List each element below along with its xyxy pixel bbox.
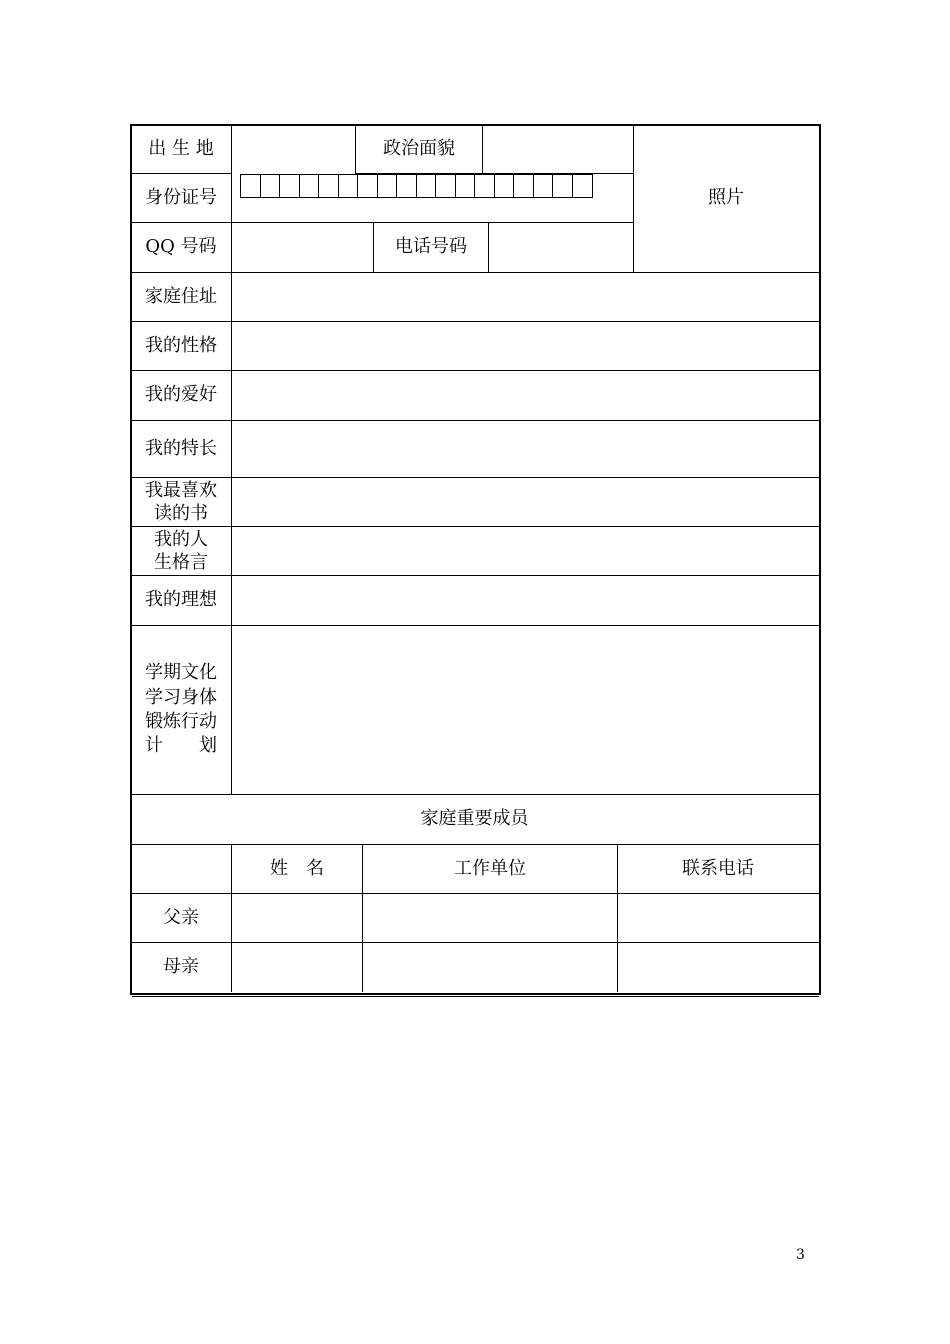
father-employer-field[interactable] [363, 894, 617, 942]
family-header-phone: 联系电话 [682, 857, 754, 879]
ideal-field[interactable] [232, 576, 818, 625]
qq-label: QQ 号码 [145, 236, 217, 258]
id-digit-box[interactable] [280, 175, 300, 197]
personality-field[interactable] [232, 322, 818, 370]
family-header-employer: 工作单位 [454, 857, 526, 879]
id-digit-box[interactable] [495, 175, 515, 197]
id-digit-box[interactable] [514, 175, 534, 197]
favorite-book-label: 我最喜欢 读的书 [145, 479, 217, 524]
father-label: 父亲 [163, 906, 199, 928]
mother-phone-field[interactable] [618, 943, 818, 992]
specialty-field[interactable] [232, 421, 818, 477]
id-digit-box[interactable] [456, 175, 476, 197]
hobbies-field[interactable] [232, 371, 818, 420]
id-digit-box[interactable] [241, 175, 261, 197]
life-motto-field[interactable] [232, 527, 818, 575]
phone-label: 电话号码 [395, 236, 467, 258]
photo-box: 照片 [708, 187, 744, 209]
id-digit-box[interactable] [553, 175, 573, 197]
id-digit-box[interactable] [319, 175, 339, 197]
study-plan-field[interactable] [232, 626, 818, 794]
personality-label: 我的性格 [145, 334, 217, 356]
family-header-blank [131, 845, 231, 893]
id-digit-box[interactable] [534, 175, 554, 197]
mother-name-field[interactable] [232, 943, 362, 992]
id-digit-box[interactable] [397, 175, 417, 197]
id-digit-box[interactable] [378, 175, 398, 197]
life-motto-label: 我的人 生格言 [154, 528, 208, 573]
id-digit-box[interactable] [358, 175, 378, 197]
birthplace-field[interactable] [232, 125, 355, 173]
id-digit-box[interactable] [436, 175, 456, 197]
hobbies-label: 我的爱好 [145, 384, 217, 406]
id-digit-box[interactable] [339, 175, 359, 197]
favorite-book-field[interactable] [232, 478, 818, 526]
father-name-field[interactable] [232, 894, 362, 942]
family-header-name: 姓 名 [270, 857, 324, 879]
phone-field[interactable] [489, 223, 633, 272]
id-number-boxes[interactable] [240, 174, 593, 198]
political-status-field[interactable] [483, 125, 633, 173]
study-plan-label: 学期文化 学习身体 锻炼行动 计 划 [145, 662, 217, 757]
specialty-label: 我的特长 [145, 437, 217, 459]
ideal-label: 我的理想 [145, 589, 217, 611]
id-digit-box[interactable] [417, 175, 437, 197]
id-number-label: 身份证号 [145, 186, 217, 208]
family-members-title: 家庭重要成员 [420, 808, 529, 830]
home-address-label: 家庭住址 [145, 285, 217, 307]
id-digit-box[interactable] [573, 175, 593, 197]
qq-field[interactable] [232, 223, 373, 272]
mother-label: 母亲 [163, 956, 199, 978]
id-digit-box[interactable] [261, 175, 281, 197]
birthplace-label: 出 生 地 [148, 137, 214, 159]
home-address-field[interactable] [232, 273, 818, 321]
political-status-label: 政治面貌 [383, 137, 455, 159]
id-digit-box[interactable] [475, 175, 495, 197]
mother-employer-field[interactable] [363, 943, 617, 992]
id-digit-box[interactable] [300, 175, 320, 197]
father-phone-field[interactable] [618, 894, 818, 942]
page-number: 3 [796, 1247, 805, 1263]
